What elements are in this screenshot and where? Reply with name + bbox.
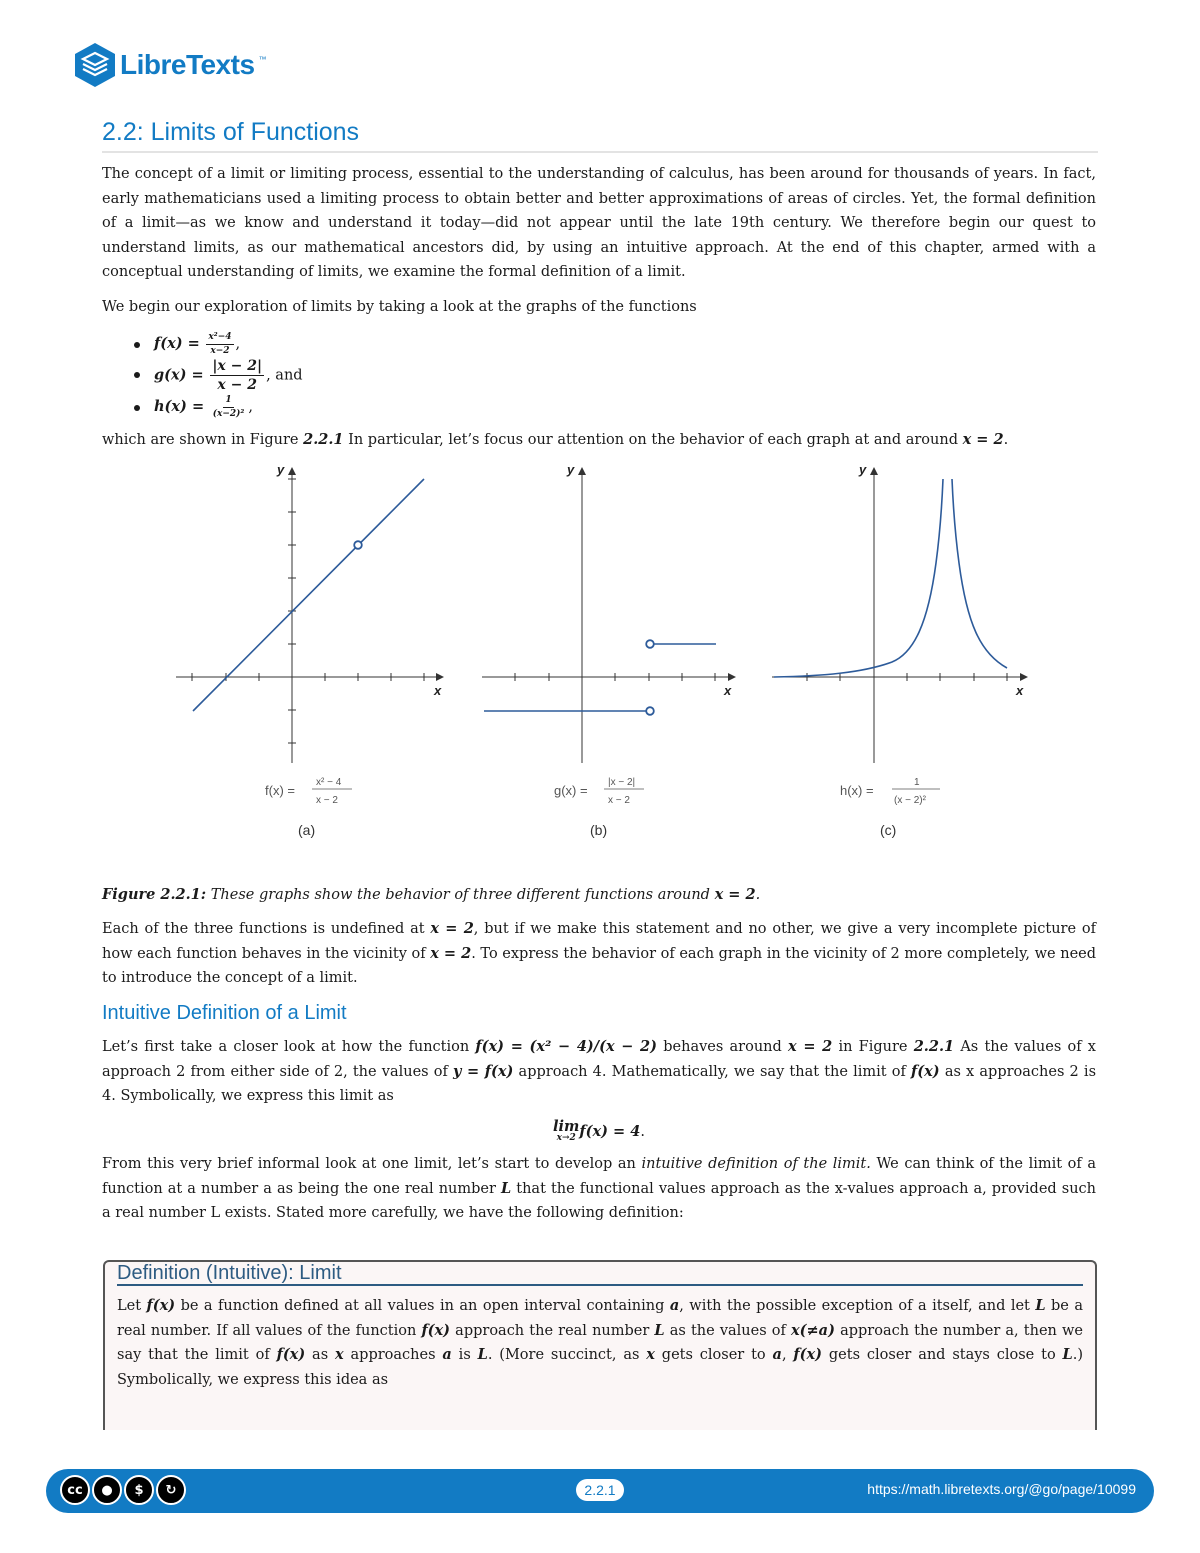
h-fraction	[211, 396, 247, 419]
page-number: 2.2.1	[576, 1479, 624, 1501]
def-p7: approach the number a, then we say that the limit of	[117, 1322, 1083, 1363]
def-m4: f(x)	[421, 1321, 451, 1339]
x-axis-label-c: x	[1016, 682, 1024, 698]
g-denominator: x − 2	[217, 377, 257, 393]
shown-text-pre: which are shown in Figure	[102, 432, 304, 448]
x-equals-two: x = 2	[962, 431, 1004, 448]
closer-figure-ref[interactable]: 2.2.1	[913, 1038, 955, 1055]
def-m1: f(x)	[146, 1297, 176, 1314]
def-m3: L	[1035, 1297, 1046, 1314]
x-axis-label-a: x	[434, 682, 442, 698]
informal-paragraph	[102, 1152, 1096, 1226]
closer-p4: As the values of x approach 2 from either side of 2, the values of	[102, 1039, 1096, 1080]
g-numerator: |x − 2|	[212, 358, 263, 374]
def-m11: x	[646, 1346, 655, 1363]
f-tail: ,	[235, 336, 241, 352]
h-numerator: 1	[223, 396, 233, 408]
h-denominator: (x−2)²	[212, 408, 245, 419]
sa-icon: ↻	[156, 1475, 186, 1505]
list-item-g	[154, 359, 1096, 392]
h-lhs: h(x) =	[154, 398, 205, 415]
def-m2: a	[669, 1297, 680, 1314]
definition-title: Definition (Intuitive): Limit	[117, 1262, 1083, 1286]
closer-m4: y = f(x)	[453, 1062, 514, 1080]
curve-h-left	[774, 479, 943, 677]
def-m8: x	[335, 1346, 344, 1363]
logo-text: LibreTexts	[120, 49, 255, 80]
def-m13: f(x)	[793, 1346, 823, 1363]
formula-c-lhs: h(x) =	[840, 782, 874, 798]
g-fraction	[210, 359, 264, 392]
formula-labels	[265, 777, 940, 838]
lim-text: lim	[553, 1117, 580, 1135]
hole-g-right	[646, 640, 654, 648]
figure-graphs	[102, 463, 1096, 883]
f-fraction	[206, 333, 233, 356]
section-heading: Intuitive Definition of a Limit	[102, 1001, 347, 1024]
panel-label-a: (a)	[298, 821, 316, 838]
logo-trademark: ™	[258, 54, 267, 64]
informal-emphasis: intuitive definition of the limit.	[641, 1156, 871, 1173]
def-p4: be a real number. If all values of the function	[117, 1298, 1083, 1339]
panel-label-b: (b)	[590, 821, 608, 838]
def-p11: . (More succinct, as	[487, 1347, 647, 1363]
f-numerator: x²−4	[206, 333, 233, 345]
def-m14: L	[1062, 1346, 1073, 1363]
closer-p3: in Figure	[832, 1039, 914, 1055]
closer-p1: Let’s first take a closer look at how the function	[102, 1039, 476, 1055]
libretexts-logo-icon	[74, 42, 116, 88]
informal-p1: From this very brief informal look at one limit, let’s start to develop an	[102, 1156, 642, 1173]
def-p9: approaches	[343, 1347, 443, 1363]
shown-text-mid: In particular, let’s focus our attention on the behavior of each graph at and around	[343, 432, 963, 448]
definition-body	[105, 1286, 1095, 1400]
def-m10: L	[477, 1346, 488, 1363]
f-denominator: x−2	[210, 345, 230, 356]
explore-paragraph: We begin our exploration of limits by taking a look at the graphs of the functions	[102, 298, 697, 315]
y-axis-label-a: y	[277, 462, 285, 477]
curve-f	[193, 479, 424, 711]
panel-label-c: (c)	[880, 821, 897, 838]
figure-caption	[102, 883, 1096, 908]
lim-subscript: x→2	[556, 1133, 576, 1144]
def-m9: a	[442, 1346, 452, 1363]
formula-b-lhs: g(x) =	[554, 782, 588, 798]
list-item-f	[154, 329, 1096, 359]
graph-panel-c	[772, 463, 1026, 763]
x-axis-label-b: x	[724, 682, 732, 698]
f-lhs: f(x) =	[154, 335, 200, 352]
list-item-h	[154, 392, 1096, 422]
undefined-paragraph	[102, 917, 1096, 991]
h-tail: ,	[248, 399, 253, 415]
libretexts-logo[interactable]	[74, 42, 267, 88]
by-icon: ●	[92, 1475, 122, 1505]
y-axis-label-b: y	[567, 462, 575, 477]
undefined-p2: , but if we make this statement and no other, we give a very incomplete picture of how each function behaves in the vicinity of	[102, 921, 1096, 962]
undefined-x1: x = 2	[430, 920, 474, 937]
formula-a-den: x − 2	[316, 794, 338, 806]
undefined-p1: Each of the three functions is undefined at	[102, 921, 431, 937]
def-p5: approach the real number	[450, 1322, 655, 1339]
figure-caption-text: These graphs show the behavior of three different functions around	[206, 886, 715, 903]
limit-equation	[102, 1119, 1096, 1145]
informal-p3: that the functional values approach as the x-values approach a, provided such a real number L exists. Stated more carefully, we have the following definition:	[102, 1180, 1097, 1222]
formula-c-den: (x − 2)²	[894, 794, 926, 806]
informal-m1: L	[501, 1179, 512, 1197]
closer-m2: x = 2	[788, 1038, 833, 1055]
curve-h-right	[952, 479, 1007, 668]
def-m7: f(x)	[276, 1346, 306, 1363]
closer-p2: behaves around	[657, 1039, 789, 1055]
def-p14: gets closer and stays close to	[822, 1347, 1063, 1363]
closer-paragraph	[102, 1035, 1096, 1109]
formula-b-num: |x − 2|	[608, 776, 636, 788]
figure-caption-end: .	[755, 886, 761, 903]
function-list	[102, 329, 1096, 422]
def-p6: as the values of	[664, 1322, 792, 1339]
graphs-svg	[102, 463, 1096, 883]
def-p8: as	[305, 1347, 336, 1363]
undefined-p3: . To express the behavior of each graph in the vicinity of 2 more completely, we need to introduce the concept of a limit.	[102, 945, 1097, 986]
def-p1: Let	[117, 1298, 147, 1314]
hole-g-left	[646, 707, 654, 715]
lim-tail: .	[640, 1123, 645, 1140]
closer-p6: as x approaches 2 is 4. Symbolically, we express this limit as	[102, 1063, 1097, 1104]
intro-paragraph: The concept of a limit or limiting process, essential to the understanding of calculus, has been around for thousands of years. In fact, early mathematicians used a limiting process to obtain better and better approximations of areas of circles. Yet, the formal definition of a limit—as we know and understand it today—did not appear until the late 19th century. We therefore begin our quest to understand limits, as our mathematical ancestors did, by using an intuitive approach. At the end of this chapter, armed with a conceptual understanding of limits, we examine the formal definition of a limit.	[102, 166, 1096, 280]
informal-p2: We can think of the limit of a function at a number a as being the one real number	[102, 1156, 1097, 1197]
formula-a-lhs: f(x) =	[265, 782, 295, 798]
def-p15: .) Symbolically, we express this idea as	[117, 1347, 1084, 1388]
graph-panel-b	[482, 463, 734, 763]
closer-m1: f(x) = (x² − 4)/(x − 2)	[475, 1038, 658, 1055]
y-axis-label-c: y	[859, 462, 867, 477]
figure-caption-x: x = 2	[714, 885, 756, 903]
def-p2: be a function defined at all values in an open interval containing	[175, 1298, 670, 1314]
page-content	[102, 162, 1096, 1236]
figure-caption-label: Figure 2.2.1:	[102, 885, 207, 903]
g-tail: , and	[266, 367, 303, 384]
definition-box	[103, 1260, 1097, 1430]
cc-icon: cc	[60, 1475, 90, 1505]
def-p12: gets closer to	[654, 1347, 773, 1363]
lim-expression: f(x) = 4	[579, 1122, 641, 1140]
page-title: 2.2: Limits of Functions	[102, 118, 1098, 153]
hole-f-at-2	[354, 541, 362, 549]
formula-b-den: x − 2	[608, 794, 630, 806]
lim-operator	[553, 1119, 579, 1145]
page-url-link[interactable]: https://math.libretexts.org/@go/page/10099	[867, 1481, 1136, 1497]
nc-icon: $	[124, 1475, 154, 1505]
shown-text-end: .	[1003, 432, 1009, 448]
def-m12: a	[772, 1346, 782, 1363]
def-p3: , with the possible exception of a itself, and let	[679, 1298, 1036, 1314]
formula-c-num: 1	[914, 776, 920, 788]
def-m5: L	[654, 1321, 665, 1339]
closer-m5: f(x)	[911, 1062, 940, 1080]
figure-ref[interactable]: 2.2.1	[303, 431, 344, 448]
formula-a-num: x² − 4	[316, 776, 342, 788]
license-badge[interactable]	[60, 1475, 186, 1505]
def-m6: x(≠a)	[791, 1321, 835, 1339]
closer-p5: approach 4. Mathematically, we say that the limit of	[513, 1063, 912, 1080]
graph-panel-a	[176, 463, 442, 763]
def-p13: ,	[781, 1347, 794, 1363]
page-footer	[46, 1469, 1154, 1513]
undefined-x2: x = 2	[430, 944, 472, 962]
g-lhs: g(x) =	[154, 366, 204, 384]
shown-paragraph	[102, 428, 1096, 453]
def-p10: is	[451, 1347, 478, 1363]
